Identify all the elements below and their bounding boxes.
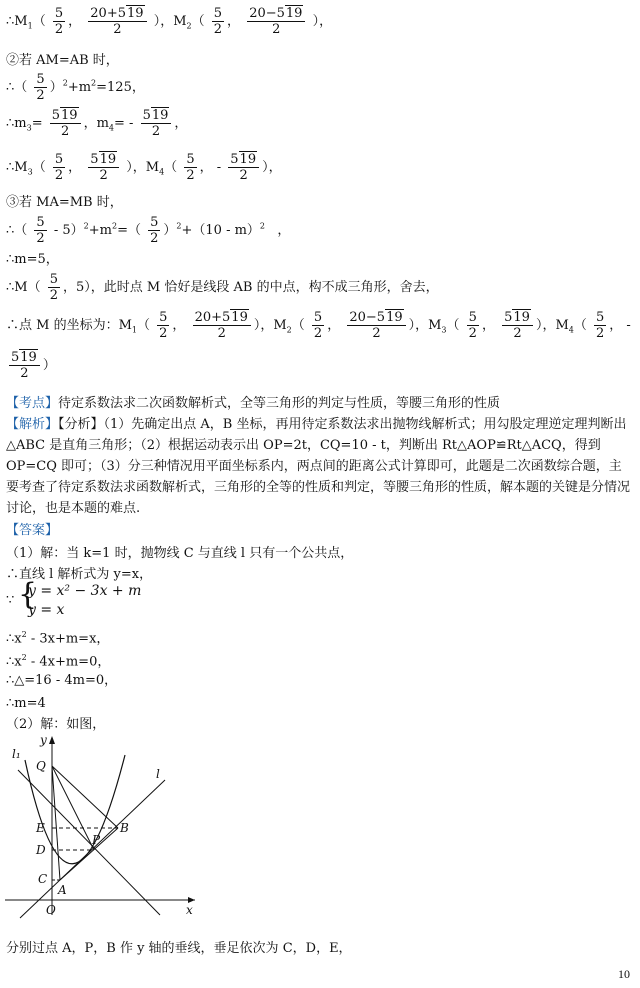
label-E: E (36, 821, 45, 835)
denominator: 2 (468, 326, 477, 341)
text: 5 (11, 350, 20, 365)
label-A: A (58, 883, 67, 897)
answer-line-5: ∴△=16 - 4m=0， (6, 673, 118, 688)
superscript: 2 (21, 630, 27, 639)
radical: 19 (513, 310, 530, 325)
kaodian-text: 待定系数法求二次函数解析式，全等三角形的判定与性质，等腰三角形的性质 (58, 396, 501, 411)
fraction (148, 215, 160, 246)
denominator: 2 (159, 326, 168, 341)
denominator: 2 (36, 88, 45, 103)
text: = - (114, 116, 134, 131)
denominator: 2 (217, 326, 226, 341)
numerator: 5 (468, 310, 477, 325)
text: ）， (262, 160, 282, 175)
text: ） (42, 358, 56, 373)
text: ∴m (6, 116, 27, 131)
label-l1: l₁ (12, 747, 21, 761)
superscript: 2 (21, 653, 27, 662)
radical: 19 (386, 310, 403, 325)
numerator (141, 108, 172, 124)
subscript: 2 (186, 21, 192, 31)
jiexi-section (6, 414, 632, 519)
text: （ (573, 318, 587, 333)
numerator: 5 (313, 310, 323, 325)
denominator: 2 (99, 168, 108, 183)
denominator: 2 (36, 231, 45, 246)
superscript: 2 (91, 78, 97, 88)
text: +（10 - m） (181, 223, 260, 238)
fraction (88, 152, 119, 183)
fraction (594, 310, 606, 341)
m-midpoint (6, 272, 439, 303)
radical: 19 (231, 310, 248, 325)
text: ），M (126, 160, 160, 175)
numerator (193, 310, 251, 326)
text: 20+5 (90, 6, 126, 21)
answer-line-3 (6, 626, 109, 648)
fraction (141, 108, 172, 139)
radical: 19 (239, 152, 257, 167)
denominator: 2 (54, 168, 64, 183)
text: ∴M (6, 160, 28, 175)
text: ， - (609, 318, 631, 333)
case3-equation (6, 215, 290, 246)
answer-line-1: （1）解：当 k=1 时，抛物线 C 与直线 l 只有一个公共点， (6, 546, 354, 561)
numerator: 5 (596, 310, 605, 325)
denominator: 2 (20, 366, 29, 381)
denominator: 2 (113, 22, 122, 37)
fraction (34, 215, 46, 246)
fraction (184, 152, 196, 183)
radical: 19 (285, 6, 303, 21)
fraction (212, 6, 224, 37)
denominator: 2 (313, 326, 323, 341)
text: ， (172, 318, 186, 333)
fraction (48, 272, 60, 303)
fraction (157, 310, 169, 341)
text: = (31, 116, 43, 131)
segment-QA (52, 766, 60, 880)
jiexi-tag: 【解析】 (6, 417, 59, 432)
denominator: 2 (372, 326, 381, 341)
text: ， (68, 14, 82, 29)
text: 5 (142, 108, 151, 123)
numerator (50, 108, 81, 124)
superscript: 2 (259, 221, 266, 231)
radical: 19 (20, 350, 37, 365)
system-because: ∵ (6, 593, 15, 608)
text: 5 (51, 108, 61, 123)
numerator: 5 (36, 72, 45, 87)
text: 5 (90, 152, 99, 167)
text: =125， (96, 80, 145, 95)
text: - 3x+m=x， (26, 631, 110, 647)
text: ）， (312, 14, 333, 29)
denominator: 2 (186, 168, 195, 183)
denominator: 2 (272, 22, 281, 37)
system-brace: { (18, 577, 38, 612)
case2-equation (6, 72, 145, 103)
text: ∴（ (6, 223, 28, 238)
fraction (193, 310, 251, 341)
text: （ (136, 318, 150, 333)
subscript: 3 (441, 325, 447, 335)
denominator: 2 (150, 231, 159, 246)
label-D: D (36, 843, 46, 857)
text: ， (68, 160, 82, 175)
last-line: 分别过点 A，P，B 作 y 轴的垂线，垂足依次为 C，D，E， (6, 941, 352, 956)
answer-line-2: ∴直线 l 解析式为 y=x， (6, 567, 153, 582)
subscript: 4 (568, 325, 574, 335)
label-Q: Q (36, 759, 46, 773)
text: ，5），此时点 M 恰好是线段 AB 的中点，构不成三角形，舍去， (63, 280, 439, 295)
daan-label: 【答案】 (6, 523, 59, 538)
label-x: x (186, 903, 193, 917)
numerator (9, 350, 40, 366)
label-C: C (38, 872, 48, 886)
text: - 5） (49, 223, 84, 238)
jiexi-text: 【分析】（1）先确定出点 A，B 坐标，再用待定系数法求出抛物线解析式；用勾股定理逆定理判断出△ABC 是直角三角形；（2）根据运动表示出 OP=2t，CQ=10 - t，判断出 Rt△AOP≌Rt△ACQ，得到 OP=CQ 即可；（3）分三种情况用平面坐标系内，两点间的距离公式计算即可，此题是二次函数综合题，主要考查了待定系数法求函数解析式，三角形的全等的性质和判定，等腰三角形的性质，解本题的关键是分情况讨论，也是本题的难点. (6, 417, 631, 516)
segment-QP (52, 766, 94, 850)
final-coords-tail (6, 350, 56, 381)
m3-m4-values (6, 108, 187, 139)
denominator: 2 (513, 326, 522, 341)
text: 5 (504, 310, 513, 325)
denominator: 2 (213, 22, 223, 37)
superscript: 2 (111, 221, 118, 231)
daan-tag (6, 522, 58, 540)
segment-AB (60, 828, 118, 880)
denominator: 2 (54, 22, 64, 37)
text: （ (446, 318, 460, 333)
label-B: B (120, 821, 129, 835)
text: 20+5 (194, 310, 231, 325)
m-equals-5: ∴m=5， (6, 252, 59, 267)
text: ∴（ (6, 80, 28, 95)
superscript: 2 (176, 221, 182, 231)
radical: 19 (127, 6, 144, 21)
radical: 19 (99, 152, 117, 167)
text: ∴x (6, 631, 22, 647)
numerator (502, 310, 533, 326)
text: ），M (535, 318, 569, 333)
y-arrow (49, 736, 55, 744)
fraction (247, 6, 305, 37)
m3-m4-coords (6, 152, 282, 183)
denominator: 2 (151, 124, 161, 139)
numerator (228, 152, 259, 168)
text: ） (163, 223, 177, 238)
fraction (9, 350, 40, 381)
text: ），M (408, 318, 442, 333)
text: （ (291, 318, 305, 333)
text: ， (174, 116, 188, 131)
numerator: 5 (54, 6, 64, 21)
text: 20−5 (249, 6, 285, 21)
fraction (347, 310, 405, 341)
fraction (467, 310, 479, 341)
superscript: 2 (62, 78, 68, 88)
numerator: 5 (213, 6, 223, 21)
numerator: 5 (186, 152, 195, 167)
text: ∴M（ (6, 280, 41, 295)
answer-line-7: （2）解：如图， (6, 717, 106, 732)
subscript: 3 (26, 123, 32, 133)
numerator: 5 (150, 215, 159, 230)
label-P: P (92, 833, 101, 847)
label-O: O (46, 903, 56, 917)
text: +m (67, 80, 92, 95)
answer-line-4 (6, 649, 110, 671)
page-number: 10 (618, 967, 630, 981)
fraction (88, 6, 146, 37)
text: ∴M (6, 14, 28, 29)
text: ），M (253, 318, 287, 333)
radical: 19 (151, 108, 169, 123)
text: ， (481, 318, 495, 333)
numerator: 5 (36, 215, 45, 230)
subscript: 2 (286, 325, 292, 335)
denominator: 2 (49, 288, 59, 303)
subscript: 3 (27, 167, 33, 177)
text: ∴x (6, 654, 22, 670)
numerator (347, 310, 405, 326)
text: 20−5 (349, 310, 386, 325)
fraction (34, 72, 46, 103)
numerator (88, 152, 119, 168)
fraction (53, 6, 65, 37)
text: （ (32, 160, 46, 175)
text: ， (227, 14, 241, 29)
denominator: 2 (239, 168, 248, 183)
text: ，m (83, 116, 109, 131)
fraction (502, 310, 533, 341)
denominator: 2 (596, 326, 605, 341)
case3-title: ③若 MA=MB 时， (6, 195, 123, 210)
text: （ (32, 14, 46, 29)
fraction (50, 108, 81, 139)
m1-m2-coords (6, 6, 332, 37)
text: ， (327, 318, 341, 333)
label-l: l (156, 767, 160, 781)
text: ， - (199, 160, 222, 175)
numerator: 5 (54, 152, 64, 167)
segment-QB (52, 766, 118, 828)
kaodian-tag: 【考点】 (6, 396, 59, 411)
text: （ (164, 160, 178, 175)
text: +m (88, 223, 112, 238)
numerator: 5 (159, 310, 168, 325)
subscript: 4 (108, 123, 114, 133)
kaodian-section (6, 393, 632, 414)
system-eq-2: y = x (28, 602, 65, 618)
text: - 4x+m=0， (26, 654, 111, 670)
parabola-figure (0, 730, 220, 920)
label-y: y (40, 733, 47, 747)
numerator (88, 6, 146, 22)
subscript: 4 (159, 167, 165, 177)
numerator (247, 6, 305, 22)
numerator: 5 (49, 272, 59, 287)
denominator: 2 (61, 124, 70, 139)
fraction (312, 310, 324, 341)
case2-title: ②若 AM=AB 时， (6, 53, 119, 68)
fraction (53, 152, 65, 183)
text: ），M (153, 14, 187, 29)
text: ， (277, 223, 291, 238)
superscript: 2 (83, 221, 89, 231)
text: ∴点 M 的坐标为：M (6, 318, 132, 333)
subscript: 1 (27, 21, 33, 31)
radical: 19 (61, 108, 78, 123)
text: （ (191, 14, 205, 29)
final-coords (6, 310, 631, 341)
answer-line-6: ∴m=4 (6, 696, 46, 711)
text: ） (49, 80, 63, 95)
text: =（ (117, 223, 141, 238)
system-eq-1: y = x² − 3x + m (28, 583, 142, 599)
subscript: 1 (131, 325, 137, 335)
fraction (228, 152, 259, 183)
text: 5 (230, 152, 239, 167)
